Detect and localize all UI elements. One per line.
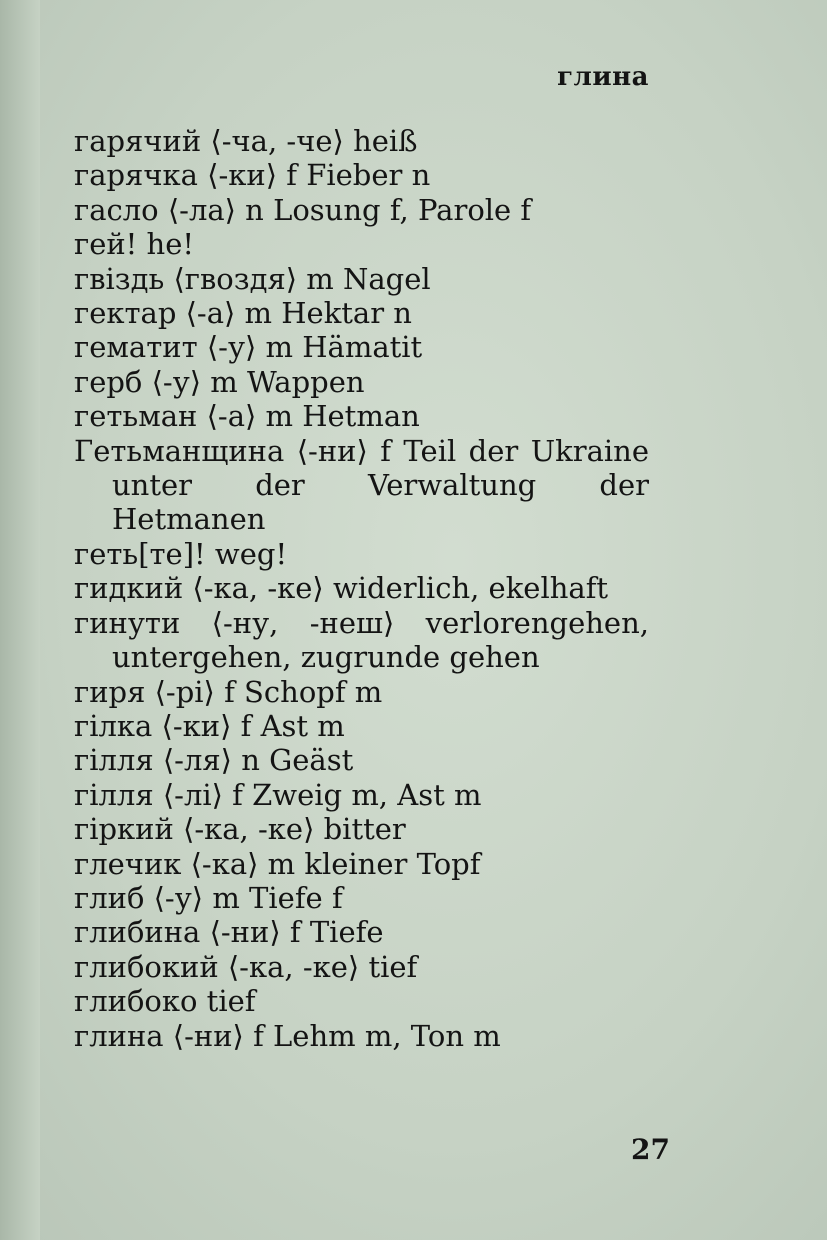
dictionary-entry: гинути ⟨-ну, -неш⟩ verlorengehen, untergehen, zugrunde gehen: [74, 605, 649, 675]
dictionary-entry: геть[те]! weg!: [74, 536, 288, 571]
dictionary-entry: Гетьманщина ⟨-ни⟩ f Teil der Ukraine unter der Verwaltung der Hetmanen: [74, 433, 649, 537]
page-gutter-shadow: [0, 0, 40, 1240]
dictionary-entry: гілля ⟨-ля⟩ n Geäst: [74, 743, 354, 778]
page-number: 27: [631, 1133, 670, 1166]
dictionary-entry: герб ⟨-у⟩ m Wappen: [74, 364, 365, 399]
dictionary-entry: гематит ⟨-у⟩ m Hämatit: [74, 330, 423, 365]
dictionary-entry: гвіздь ⟨гвоздя⟩ m Nagel: [74, 261, 431, 296]
dictionary-entry: глина ⟨-ни⟩ f Lehm m, Ton m: [74, 1018, 501, 1053]
dictionary-entry: гетьман ⟨-а⟩ m Hetman: [74, 399, 420, 434]
dictionary-entry: гектар ⟨-а⟩ m Hektar n: [74, 296, 412, 331]
dictionary-entry: глиб ⟨-у⟩ m Tiefe f: [74, 880, 343, 915]
dictionary-entry: глибина ⟨-ни⟩ f Tiefe: [74, 915, 384, 950]
running-head: глина: [557, 62, 649, 92]
dictionary-entry: гиря ⟨-рі⟩ f Schopf m: [74, 674, 383, 709]
dictionary-entry: гидкий ⟨-ка, -ке⟩ widerlich, ekelhaft: [74, 571, 609, 606]
dictionary-entry: гасло ⟨-ла⟩ n Losung f, Parole f: [74, 192, 532, 227]
dictionary-entry: гарячий ⟨-ча, -че⟩ heiß: [74, 124, 418, 158]
dictionary-entry: глечик ⟨-ка⟩ m kleiner Topf: [74, 846, 481, 881]
dictionary-entry: гілка ⟨-ки⟩ f Ast m: [74, 708, 345, 743]
dictionary-entry: глибокий ⟨-ка, -ке⟩ tief: [74, 949, 418, 984]
dictionary-entry: гілля ⟨-лі⟩ f Zweig m, Ast m: [74, 777, 482, 812]
dictionary-entry: гіркий ⟨-ка, -ке⟩ bitter: [74, 812, 406, 847]
dictionary-entry: глибоко tief: [74, 984, 256, 1019]
dictionary-entries: [74, 124, 649, 1053]
dictionary-entry: гей! he!: [74, 227, 195, 262]
dictionary-entry: гарячка ⟨-ки⟩ f Fieber n: [74, 158, 431, 193]
